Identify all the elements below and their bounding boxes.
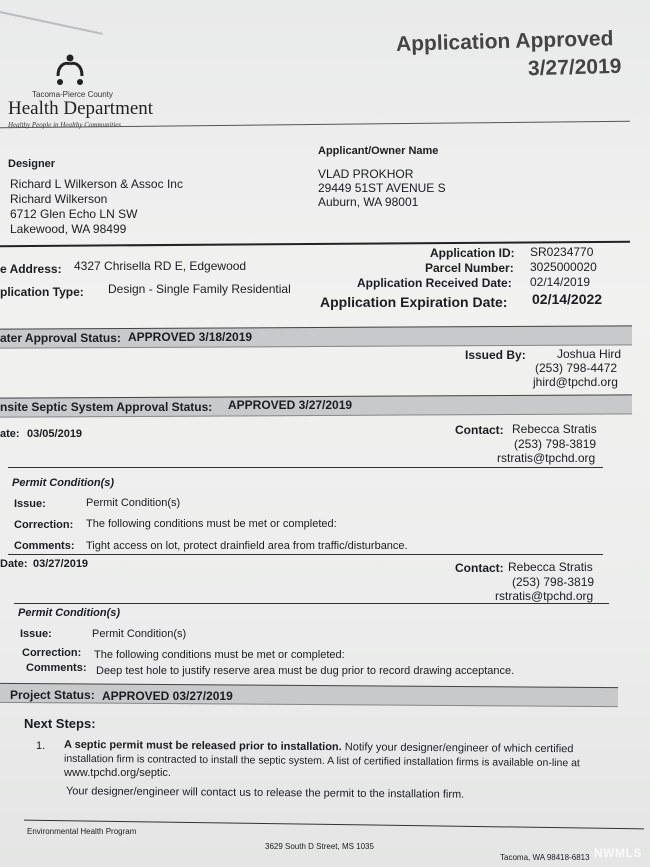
- issuer-name: Joshua Hird: [557, 347, 622, 361]
- issue-value: Permit Condition(s): [92, 628, 187, 640]
- agency-tagline: Healthy People in Healthy Communities: [8, 121, 122, 129]
- comments-value: Deep test hole to justify reserve area must be dug prior to record drawing acceptance.: [96, 665, 515, 677]
- project-status-label: Project Status:: [10, 688, 95, 702]
- water-status-label: ater Approval Status:: [0, 331, 121, 345]
- applicant-line: Auburn, WA 98001: [318, 195, 419, 209]
- entry-rule: [8, 554, 603, 555]
- issuer-phone: (253) 798-4472: [535, 361, 618, 375]
- applicant-line: VLAD PROKHOR: [318, 167, 414, 181]
- received-date-label: Application Received Date:: [357, 276, 512, 290]
- step-line: installation firm is contracted to install the septic system. A list of certified installation firms is available on-line at: [63, 752, 580, 770]
- contact-label: Contact:: [455, 561, 504, 575]
- received-date: 02/14/2019: [530, 275, 591, 289]
- entry-date: 03/05/2019: [27, 428, 83, 440]
- comments-value: Tight access on lot, protect drainfield area from traffic/disturbance.: [86, 540, 408, 552]
- step-line: Your designer/engineer will contact us to release the permit to the installation firm.: [65, 785, 465, 801]
- site-address: 4327 Chrisella RD E, Edgewood: [74, 259, 247, 273]
- comments-label: Comments:: [14, 540, 75, 552]
- watermark: NWMLS: [594, 846, 642, 860]
- application-type: Design - Single Family Residential: [108, 282, 291, 296]
- contact-email: rstratis@tpchd.org: [497, 451, 596, 465]
- correction-label: Correction:: [22, 647, 82, 659]
- application-id-label: Application ID:: [430, 246, 515, 260]
- applicant-label: Applicant/Owner Name: [318, 145, 439, 157]
- designer-line: 6712 Glen Echo LN SW: [10, 207, 138, 221]
- entry-date-label: Date:: [0, 558, 28, 570]
- step-line: www.tpchd.org/septic.: [64, 767, 171, 779]
- site-address-label: e Address:: [0, 262, 62, 276]
- septic-status: APPROVED 3/27/2019: [228, 398, 353, 412]
- entry-date-label: ate:: [0, 428, 20, 440]
- next-steps-label: Next Steps:: [24, 716, 96, 731]
- issue-value: Permit Condition(s): [86, 497, 181, 509]
- water-status: APPROVED 3/18/2019: [128, 330, 253, 344]
- application-id: SR0234770: [530, 245, 594, 259]
- issue-label: Issue:: [14, 498, 46, 510]
- approved-stamp-title: Application Approved: [395, 27, 614, 56]
- entry-date: 03/27/2019: [33, 558, 89, 570]
- designer-line: Richard Wilkerson: [10, 192, 108, 206]
- expiration-date: 02/14/2022: [532, 291, 603, 307]
- designer-line: Lakewood, WA 98499: [10, 222, 127, 236]
- issue-label: Issue:: [20, 628, 52, 640]
- agency-logo: [50, 52, 90, 93]
- expiration-date-label: Application Expiration Date:: [320, 294, 508, 310]
- footer-address: 3629 South D Street, MS 1035: [265, 842, 374, 851]
- contact-name: Rebecca Stratis: [508, 560, 593, 574]
- approved-stamp-date: 3/27/2019: [527, 54, 622, 81]
- applicant-line: 29449 51ST AVENUE S: [318, 181, 446, 195]
- correction-value: The following conditions must be met or completed:: [94, 649, 345, 661]
- application-type-label: plication Type:: [0, 285, 84, 299]
- entry-rule: [8, 467, 603, 468]
- health-department-logo-icon: [50, 52, 90, 88]
- parcel-number: 3025000020: [530, 260, 597, 274]
- contact-email: rstratis@tpchd.org: [495, 589, 594, 603]
- designer-line: Richard L Wilkerson & Assoc Inc: [10, 177, 183, 191]
- permit-conditions-heading: Permit Condition(s): [12, 477, 115, 489]
- step-text: Notify your designer/engineer of which certified: [344, 741, 574, 756]
- contact-name: Rebecca Stratis: [512, 422, 597, 436]
- septic-status-label: nsite Septic System Approval Status:: [0, 400, 213, 414]
- contact-phone: (253) 798-3819: [512, 575, 595, 589]
- contact-phone: (253) 798-3819: [514, 437, 597, 451]
- issued-by-label: Issued By:: [465, 348, 526, 362]
- issuer-email: jhird@tpchd.org: [533, 375, 618, 389]
- designer-label: Designer: [8, 158, 56, 170]
- step-number: 1.: [36, 740, 46, 752]
- permit-conditions-heading: Permit Condition(s): [18, 607, 121, 619]
- agency-county: Tacoma-Pierce County: [32, 90, 113, 99]
- agency-name: Health Department: [8, 98, 154, 119]
- comments-label: Comments:: [26, 662, 87, 674]
- footer-program: Environmental Health Program: [27, 827, 137, 836]
- parcel-number-label: Parcel Number:: [425, 261, 514, 275]
- correction-value: The following conditions must be met or completed:: [86, 518, 337, 530]
- project-status: APPROVED 03/27/2019: [102, 689, 233, 703]
- entry-rule: [14, 603, 609, 604]
- step-bold-text: A septic permit must be released prior to installation.: [63, 738, 342, 754]
- footer-city: Tacoma, WA 98418-6813: [500, 853, 590, 862]
- contact-label: Contact:: [455, 423, 504, 437]
- correction-label: Correction:: [14, 519, 74, 531]
